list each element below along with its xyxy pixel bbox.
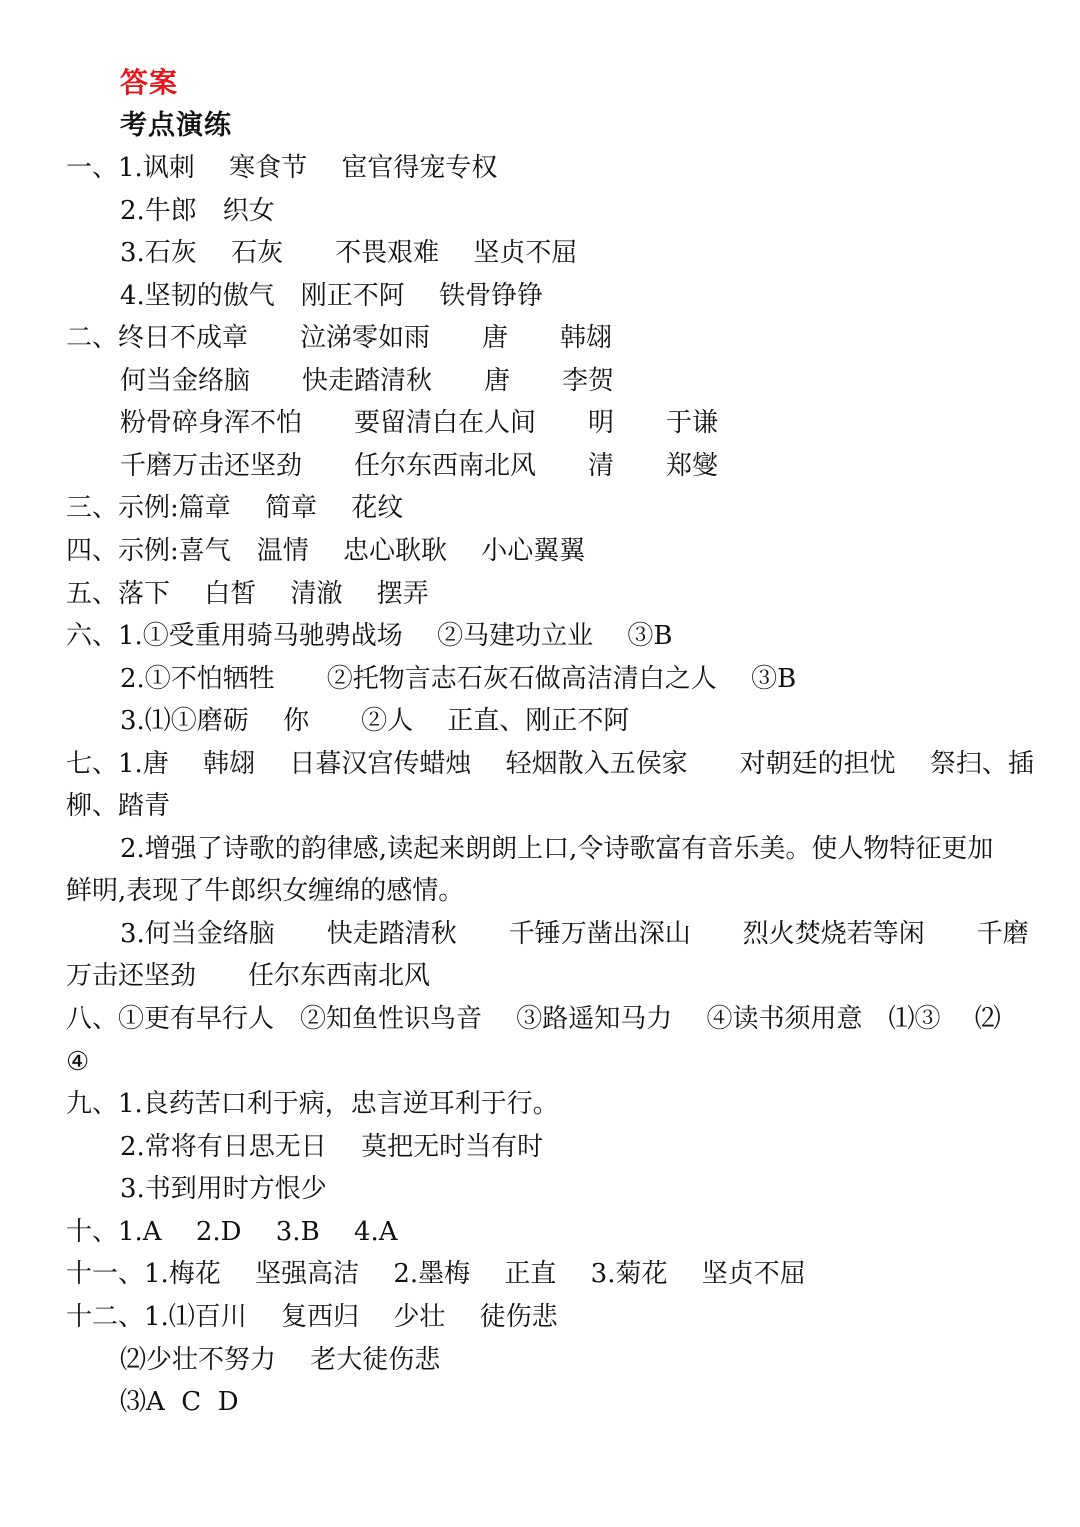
answer-line-2: 二、终日不成章 泣涕零如雨 唐 韩翃 xyxy=(66,323,613,353)
answer-line-10: 十、1.A 2.D 3.B 4.A xyxy=(66,1217,398,1247)
answer-line-1: 一、1.讽刺 寒食节 宦官得宠专权 xyxy=(66,153,498,183)
answer-line-2-3: 粉骨碎身浑不怕 要留清白在人间 明 于谦 xyxy=(120,408,719,438)
page-title: 答案 xyxy=(120,66,179,99)
answer-line-7-3-cont: 万击还坚劲 任尔东西南北风 xyxy=(66,961,431,991)
answer-line-7-cont: 柳、踏青 xyxy=(66,791,171,821)
answer-line-5: 五、落下 白皙 清澈 摆弄 xyxy=(66,579,429,609)
answer-line-4: 四、示例:喜气 温情 忠心耿耿 小心翼翼 xyxy=(66,536,586,566)
answer-line-1-2: 2.牛郎 织女 xyxy=(120,196,275,226)
answer-line-1-3: 3.石灰 石灰 不畏艰难 坚贞不屈 xyxy=(120,238,578,268)
answer-line-6-2: 2.①不怕牺牲 ②托物言志石灰石做高洁清白之人 ③B xyxy=(120,664,797,694)
answer-line-2-4: 千磨万击还坚劲 任尔东西南北风 清 郑燮 xyxy=(120,451,719,481)
answer-line-6-3: 3.⑴①磨砺 你 ②人 正直、刚正不阿 xyxy=(120,706,630,736)
answer-line-9-3: 3.书到用时方恨少 xyxy=(120,1174,327,1204)
answer-line-2-2: 何当金络脑 快走踏清秋 唐 李贺 xyxy=(120,366,615,396)
answer-line-7-2-cont: 鲜明,表现了牛郎织女缠绵的感情。 xyxy=(66,876,465,906)
answer-line-12-3: ⑶A C D xyxy=(120,1387,239,1417)
answer-line-6: 六、1.①受重用骑马驰骋战场 ②马建功立业 ③B xyxy=(66,621,673,651)
section-subtitle: 考点演练 xyxy=(120,110,232,141)
answer-line-7-3: 3.何当金络脑 快走踏清秋 千锤万凿出深山 烈火焚烧若等闲 千磨 xyxy=(120,919,1029,949)
answer-line-8-cont: ④ xyxy=(66,1047,90,1077)
answer-line-3: 三、示例:篇章 简章 花纹 xyxy=(66,493,404,523)
answer-line-12: 十二、1.⑴百川 复西归 少壮 徒伤悲 xyxy=(66,1302,558,1332)
answer-line-9-2: 2.常将有日思无日 莫把无时当有时 xyxy=(120,1132,544,1162)
answer-line-12-2: ⑵少壮不努力 老大徒伤悲 xyxy=(120,1345,441,1375)
answer-line-7-2: 2.增强了诗歌的韵律感,读起来朗朗上口,令诗歌富有音乐美。使人物特征更加 xyxy=(120,834,994,864)
answer-line-7: 七、1.唐 韩翃 日暮汉宫传蜡烛 轻烟散入五侯家 对朝廷的担忧 祭扫、插 xyxy=(66,749,1034,779)
answer-line-9: 九、1.良药苦口利于病，忠言逆耳利于行。 xyxy=(66,1089,559,1119)
answer-line-1-4: 4.坚韧的傲气 刚正不阿 铁骨铮铮 xyxy=(120,281,544,311)
answer-line-11: 十一、1.梅花 坚强高洁 2.墨梅 正直 3.菊花 坚贞不屈 xyxy=(66,1259,806,1289)
answer-line-8: 八、①更有早行人 ②知鱼性识鸟音 ③路遥知马力 ④读书须用意 ⑴③ ⑵ xyxy=(66,1004,1001,1034)
